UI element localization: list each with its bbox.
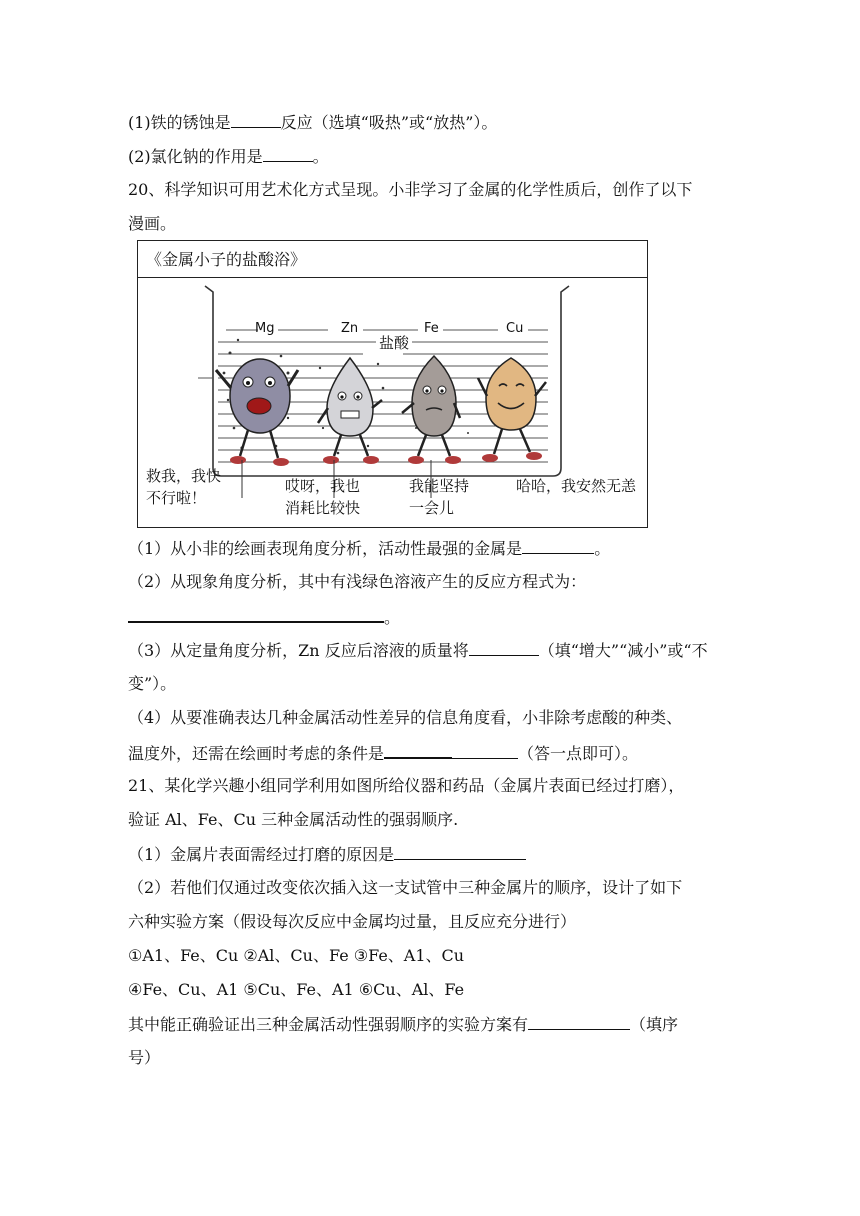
question-21-final-cont: 号） <box>128 1048 161 1067</box>
metal-label-mg: Mg <box>255 321 275 336</box>
answer-blank <box>522 538 594 554</box>
q20-4-text-end: （答一点即可）。 <box>518 744 639 763</box>
question-20-2-answer <box>128 606 400 628</box>
question-20-2: （2）从现象角度分析，其中有浅绿色溶液产生的反应方程式为： <box>128 572 587 591</box>
question-20-4-cont <box>128 742 638 764</box>
answer-blank <box>384 742 452 759</box>
q19-1-text: (1)铁的锈蚀是 <box>128 113 231 132</box>
question-19-2 <box>128 146 329 167</box>
q21-1-text: （1）金属片表面需经过打磨的原因是 <box>128 845 395 864</box>
answer-blank <box>263 146 313 162</box>
q19-2-text-end: 。 <box>312 147 329 166</box>
question-19-1 <box>128 112 497 133</box>
caption-fe <box>409 475 469 519</box>
fe-character <box>402 356 461 464</box>
question-20-stem-cont: 漫画。 <box>128 214 177 233</box>
metal-label-cu: Cu <box>506 321 524 336</box>
caption-zn <box>285 475 360 519</box>
q21-final-text-end: （填序 <box>630 1015 679 1034</box>
question-20-3 <box>128 640 708 661</box>
q20-3-text: （3）从定量角度分析，Zn 反应后溶液的质量将 <box>128 641 469 660</box>
answer-blank <box>394 844 526 860</box>
caption-mg <box>146 465 221 509</box>
question-21-options-1: ①A1、Fe、Cu ②Al、Cu、Fe ③Fe、A1、Cu <box>128 946 465 965</box>
zn-character <box>318 358 382 464</box>
metal-label-zn: Zn <box>341 321 359 336</box>
question-21-1 <box>128 844 526 865</box>
cu-character <box>478 358 546 462</box>
caption-fe-line1: 我能坚持 <box>409 477 470 495</box>
q19-1-text-end: 反应（选填“吸热”或“放热”）。 <box>280 113 498 132</box>
caption-mg-line1: 救我，我快 <box>146 467 222 485</box>
metal-label-fe: Fe <box>424 321 439 336</box>
q20-2-end: 。 <box>384 608 401 627</box>
answer-blank <box>452 743 518 759</box>
answer-blank <box>528 1014 630 1030</box>
q20-4-text: 温度外，还需在绘画时考虑的条件是 <box>128 744 385 763</box>
question-21-stem: 21、某化学兴趣小组同学利用如图所给仪器和药品（金属片表面已经过打磨）， <box>128 776 685 795</box>
answer-blank <box>231 112 281 128</box>
answer-blank <box>469 640 539 656</box>
question-21-stem-cont: 验证 Al、Fe、Cu 三种金属活动性的强弱顺序. <box>128 810 459 829</box>
question-21-options-2: ④Fe、Cu、A1 ⑤Cu、Fe、A1 ⑥Cu、Al、Fe <box>128 980 465 999</box>
q20-1-text: （1）从小非的绘画表现角度分析，活动性最强的金属是 <box>128 539 523 558</box>
question-20-stem: 20、科学知识可用艺术化方式呈现。小非学习了金属的化学性质后，创作了以下 <box>128 180 693 199</box>
question-20-3-cont: 变”）。 <box>128 674 177 693</box>
caption-fe-line2: 一会儿 <box>409 499 455 517</box>
q21-final-text: 其中能正确验证出三种金属活动性强弱顺序的实验方案有 <box>128 1015 529 1034</box>
question-20-1 <box>128 538 610 559</box>
caption-cu <box>516 475 636 497</box>
caption-zn-line1: 哎呀，我也 <box>285 477 361 495</box>
q20-1-text-end: 。 <box>594 539 611 558</box>
comic-title: 《金属小子的盐酸浴》 <box>138 241 647 278</box>
q19-2-text: (2)氯化钠的作用是 <box>128 147 263 166</box>
caption-cu-line1: 哈哈，我安然无恙 <box>516 477 637 495</box>
comic-panel <box>137 240 648 528</box>
answer-blank <box>128 606 384 623</box>
question-21-2: （2）若他们仅通过改变依次插入这一支试管中三种金属片的顺序，设计了如下 <box>128 878 683 897</box>
question-20-4: （4）从要准确表达几种金属活动性差异的信息角度看，小非除考虑酸的种类、 <box>128 708 683 727</box>
question-21-final <box>128 1014 678 1035</box>
q20-3-text-end: （填“增大”“减小”或“不 <box>538 641 708 660</box>
caption-mg-line2: 不行啦！ <box>146 489 207 507</box>
caption-zn-line2: 消耗比较快 <box>285 499 361 517</box>
question-21-2-cont: 六种实验方案（假设每次反应中金属均过量，且反应充分进行） <box>128 912 577 931</box>
acid-label: 盐酸 <box>376 332 412 353</box>
